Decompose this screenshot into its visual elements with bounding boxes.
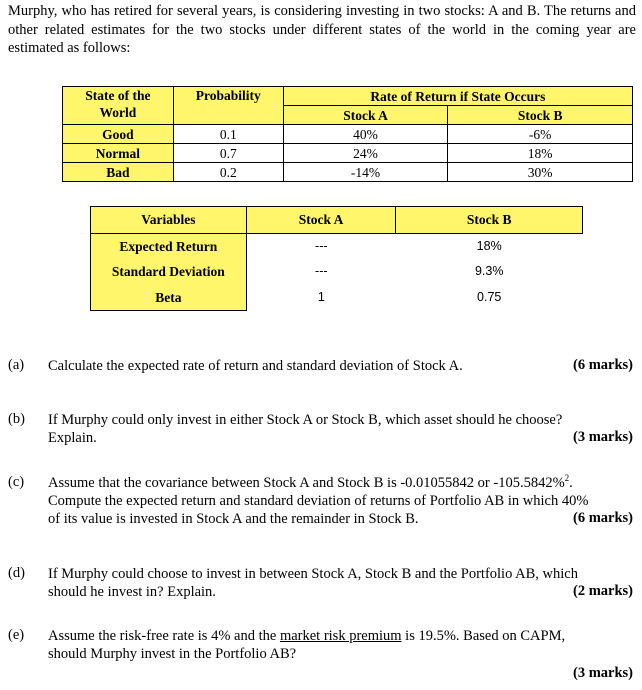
stock-a-cell: -14%	[283, 163, 448, 182]
question-text: Assume that the covariance between Stock A and Stock B is -0.01055842 or -105.5842%$^2$.	[48, 473, 573, 491]
question-b	[8, 411, 633, 451]
stock-b-cell: -6%	[448, 125, 633, 144]
stock-b-cell: 30%	[448, 163, 633, 182]
probability-cell: 0.1	[173, 125, 283, 144]
table-row	[91, 285, 583, 311]
stock-b-cell: 0.75	[477, 290, 502, 304]
table-row	[63, 144, 633, 163]
table-row	[91, 259, 583, 285]
marks-label: (2 marks)	[572, 583, 633, 599]
header-probability: Probability	[173, 87, 283, 125]
question-text: If Murphy could choose to invest in between Stock A, Stock B and the Portfolio AB, which	[48, 566, 578, 582]
header-state: State of the World	[63, 87, 174, 125]
question-d	[8, 565, 633, 605]
variable-cell: Beta	[91, 285, 247, 311]
table-row	[91, 233, 583, 259]
stock-b-cell: 18%	[476, 238, 502, 253]
header-stock-a: Stock A	[283, 106, 448, 125]
market-risk-premium-link[interactable]: market risk premium	[279, 628, 402, 644]
question-text: Assume the risk-free rate is 4% and the market risk premium is 19.5%. Based on CAPM,	[48, 628, 566, 644]
question-e	[8, 627, 633, 687]
state-cell: Normal	[63, 144, 174, 163]
state-cell: Good	[63, 125, 174, 144]
stock-b-cell: 18%	[448, 144, 633, 163]
variable-cell: Standard Deviation	[91, 259, 247, 285]
returns-table	[62, 86, 633, 182]
header-stock-b: Stock B	[448, 106, 633, 125]
marks-label: (6 marks)	[572, 357, 633, 373]
stock-a-cell: 1	[317, 290, 325, 304]
stock-b-cell: 9.3%	[474, 264, 504, 279]
stock-a-cell: ---	[315, 238, 328, 253]
header-variables: Variables	[91, 207, 247, 234]
table-row	[63, 163, 633, 182]
stock-a-cell: 24%	[283, 144, 448, 163]
question-text: Explain.	[48, 430, 97, 446]
intro-paragraph: Murphy, who has retired for several years, is considering investing in two stocks: A and B. The returns and other related estimates for the two stocks under different states of the world in the coming year are estimated as follows:	[8, 3, 636, 56]
question-label: (a)	[8, 357, 25, 373]
question-c	[8, 474, 633, 532]
header-stock-b: Stock B	[396, 207, 583, 234]
marks-label: (6 marks)	[572, 510, 633, 526]
header-stock-a: Stock A	[246, 207, 396, 234]
variables-table	[90, 206, 583, 311]
probability-cell: 0.2	[173, 163, 283, 182]
question-label: (c)	[8, 474, 25, 490]
question-text: should Murphy invest in the Portfolio AB?	[48, 646, 297, 662]
header-rate-of-return: Rate of Return if State Occurs	[283, 87, 632, 106]
marks-label: (3 marks)	[572, 665, 633, 681]
question-text: If Murphy could only invest in either Stock A or Stock B, which asset should he choose?	[48, 412, 563, 428]
question-label: (e)	[8, 627, 25, 643]
question-text: should he invest in? Explain.	[48, 584, 216, 600]
state-cell: Bad	[63, 163, 174, 182]
question-text: Calculate the expected rate of return and standard deviation of Stock A.	[48, 358, 463, 374]
question-label: (b)	[8, 411, 25, 427]
question-label: (d)	[8, 565, 25, 581]
question-text: of its value is invested in Stock A and the remainder in Stock B.	[48, 511, 419, 527]
question-a	[8, 357, 633, 377]
probability-cell: 0.7	[173, 144, 283, 163]
variable-cell: Expected Return	[91, 233, 247, 259]
table-row	[63, 125, 633, 144]
marks-label: (3 marks)	[572, 429, 633, 445]
question-text: Compute the expected return and standard deviation of returns of Portfolio AB in which 40%	[48, 493, 589, 509]
stock-a-cell: ---	[315, 264, 328, 279]
stock-a-cell: 40%	[283, 125, 448, 144]
